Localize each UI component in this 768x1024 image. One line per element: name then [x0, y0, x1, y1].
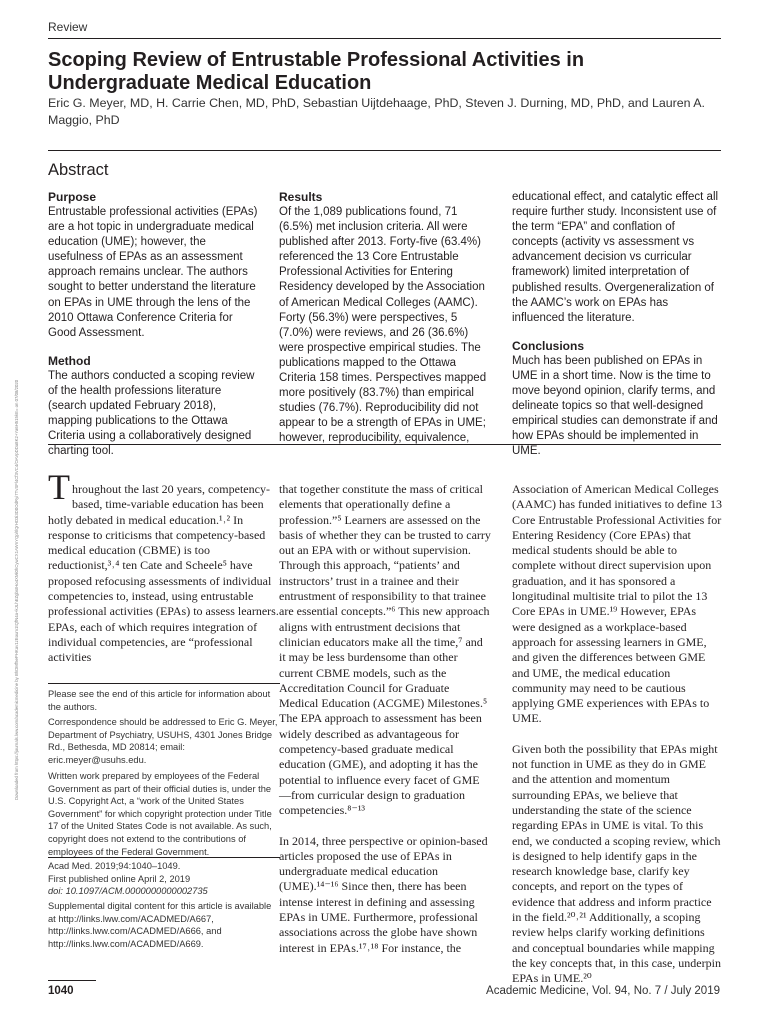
- article-title: Scoping Review of Entrustable Professional Activities in Undergraduate Medical Education: [48, 49, 585, 94]
- conclusions-section: [512, 339, 722, 460]
- results-text-continued: educational effect, and catalytic effect all require further study. Inconsistent use of the term “EPA” and conflation of concepts (activity vs assessment vs advancement decision vs curricular framework) limited interpretation of published results. Overgeneralization of the AAMC’s work on EPAs has influenced the literature.: [512, 191, 719, 324]
- journal-info: Academic Medicine, Vol. 94, No. 7 / July 2019: [486, 985, 720, 997]
- author-info-note: Please see the end of this article for information about the authors.: [48, 689, 271, 712]
- body-column-2: [279, 482, 491, 956]
- citation: Acad Med. 2019;94:1040–1049.: [48, 861, 181, 871]
- abstract-column-2: [279, 190, 491, 447]
- method-text: The authors conducted a scoping review of the health professions literature (search updated February 2018), mapping publications to the Ottawa Criteria using a collaboratively designed charting tool.: [48, 369, 255, 458]
- correspondence-note: Correspondence should be addressed to Eric G. Meyer, Department of Psychiatry, USUHS, 4301 Jones Bridge Rd., Bethesda, MD 20814; email: eric.meyer@usuhs.edu.: [48, 717, 278, 765]
- intro-paragraph: [48, 467, 280, 666]
- body-paragraph: that together constitute the mass of critical elements that operationally define a profession.”⁵ Learners are assessed on the basis of whether they can be trusted to carry out an EPA with or without supervision. Through this approach, “patients’ and instructors’ trust in a trainee and their entrustment of responsibility to that trainee are essential concepts.”⁶ This new approach aligns with entrustment decisions that clinician educators make all the time,⁷ and it may be less burdensome than other current CBME models, such as the Accreditation Council for Graduate Medical Education (ACGME) Milestones.⁵ The EPA approach to assessment has been widely described as advantageous for competency-based graduate medical education (GME), and adopting it has the potential to influence every facet of GME—from curricular design to graduation competencies.⁸⁻¹³: [279, 482, 491, 818]
- purpose-section: [48, 190, 258, 341]
- first-published: First published online April 2, 2019: [48, 873, 191, 884]
- citation-block: [48, 860, 280, 898]
- citation-divider: [48, 857, 280, 858]
- conclusions-heading: Conclusions: [512, 338, 585, 353]
- author-list: Eric G. Meyer, MD, H. Carrie Chen, MD, PhD, Sebastian Uijtdehaage, PhD, Steven J. Durning, MD, PhD, and Lauren A. Maggio, PhD: [48, 96, 705, 127]
- abstract-heading: Abstract: [48, 161, 109, 179]
- abstract-column-1: [48, 190, 258, 459]
- abstract-bottom-divider: [48, 444, 721, 445]
- abstract-top-divider: [48, 150, 721, 151]
- doi: doi: 10.1097/ACM.0000000000002735: [48, 886, 208, 897]
- body-paragraph: In 2014, three perspective or opinion-based articles proposed the use of EPAs in undergraduate medical education (UME).¹⁴⁻¹⁶ Since then, there has been intense interest in defining and assessing EPAs in UME. Furthermore, professional associations across the globe have shown interest in EPAs.¹⁷˒¹⁸ For instance, the: [279, 833, 488, 955]
- download-watermark: Downloaded from https://journals.lww.com/academicmedicine by BhDMf5ePHKav1zEoum1tQfN4a+kJLhEZgbsIHo4XMi0hCywCX1AWnYQp/IlQrHD3i3D0OdRyi7TvSFl4Cf3VC4/OAVpDDa8K2+Ya6H515kE= on 07/08/2020: [14, 379, 19, 800]
- footer-divider: [48, 980, 96, 981]
- results-heading: Results: [279, 190, 323, 204]
- method-heading: Method: [48, 353, 91, 368]
- drop-cap: T: [48, 467, 70, 507]
- body-paragraph: Given both the possibility that EPAs might not function in UME as they do in GME and the attention and momentum surrounding EPAs, we believe that understanding the state of the science regarding EPAs in UME is vital. To this end, we conducted a scoping review, which is designed to help identify gaps in the research knowledge base, clarify key concepts, and report on the types of evidence that address and inform practice in the field.²⁰˒²¹ Additionally, a scoping review helps clarify working definitions and conceptual boundaries while mapping the key concepts that, in this case, underpin EPAs in UME.²⁰: [512, 741, 721, 986]
- conclusions-text: Much has been published on EPAs in UME in a short time. Now is the time to move beyond opinion, clarify terms, and delineate topics so that well-designed empirical studies can demonstrate if and how EPAs should be implemented in UME.: [512, 354, 718, 458]
- body-paragraph: Association of American Medical Colleges (AAMC) has funded initiatives to define 13 Core Entrustable Professional Activities for Entering Residency (Core EPAs) that medical students should be able to complete without direct supervision upon graduation, and it has sponsored a longitudinal multisite trial to pilot the 13 Core EPAs in UME.¹⁹ However, EPAs were designed as a workplace-based approach for assessing learners in GME, and given the differences between GME and UME, the medical education community may need to be cautious applying GME experiences with EPAs to UME.: [512, 482, 722, 726]
- intro-text: hroughout the last 20 years, competency-based, time-variable education has been hotly debated in medical education.¹˒² In response to criticisms that competency-based medical education (CBME) is too reductionist,³˒⁴ ten Cate and Scheele⁵ have proposed refocusing assessments of individual competencies to, instead, using entrustable professional activities (EPAs) to assess learners. EPAs, each of which requires integration of individual competencies, are “professional activities: [48, 482, 279, 665]
- section-label: Review: [48, 20, 88, 34]
- supplemental-note: Supplemental digital content for this article is available at http://links.lww.com/ACADMED/A667, http://links.lww.com/ACADMED/A666, and http://links.lww.com/ACADMED/A669.: [48, 901, 272, 949]
- copyright-note: Written work prepared by employees of the Federal Government as part of their official duties is, under the U.S. Copyright Act, a “work of the United States Government” for which copyright protection under Title 17 of the United States Code is not available. As such, copyright does not extend to the contributions of employees of the Federal Government.: [48, 771, 272, 857]
- top-divider: [48, 38, 721, 39]
- abstract-column-3: [512, 190, 722, 460]
- page-number: 1040: [48, 985, 74, 997]
- purpose-heading: Purpose: [48, 190, 97, 204]
- body-column-3: [512, 482, 722, 987]
- results-text: Of the 1,089 publications found, 71 (6.5%) met inclusion criteria. All were published after 2013. Forty-five (63.4%) referenced the 13 Core Entrustable Professional Activities for Entering Residency developed by the Association of American Medical Colleges (AAMC). Forty (56.3%) were perspectives, 5 (7.0%) were reviews, and 26 (36.6%) were prospective empirical studies. The publications mapped to the Ottawa Criteria 158 times. Perspectives mapped more positively (83.7%) than empirical studies (76.7%). Reproducibility did not appear to be a strength of EPAs in UME; however, reproducibility, equivalence,: [279, 206, 487, 445]
- body-column-1: [48, 467, 280, 666]
- purpose-text: Entrustable professional activities (EPAs) are a hot topic in undergraduate medical education (UME); however, the usefulness of EPAs as an assessment approach remains unclear. The authors sought to better understand the literature on EPAs in UME through the lens of the 2010 Ottawa Conference Criteria for Good Assessment.: [48, 206, 258, 339]
- footnote-divider: [48, 683, 280, 684]
